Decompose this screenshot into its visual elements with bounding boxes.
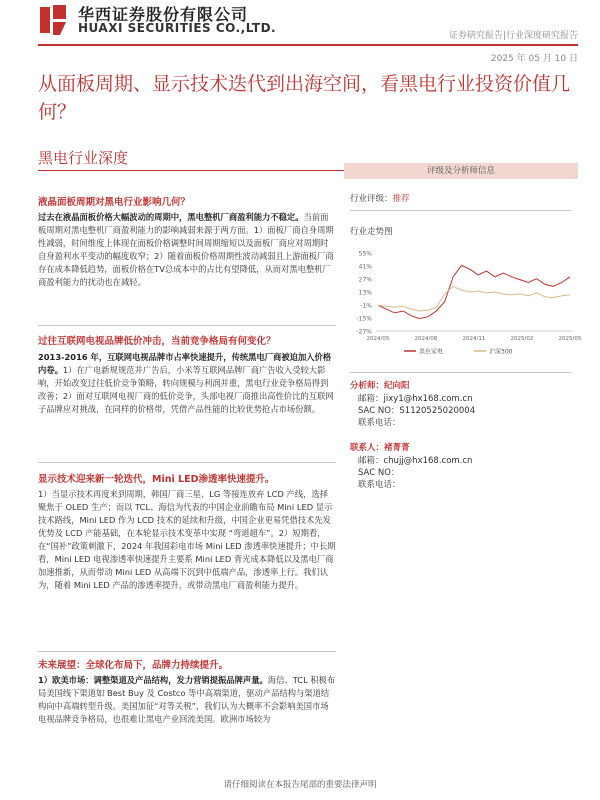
section-body-panel-cycle	[38, 211, 336, 289]
company-logo	[38, 3, 68, 37]
analyst-phone: 联系电话：	[358, 418, 401, 428]
section-divider	[38, 325, 336, 326]
section-divider	[38, 462, 336, 463]
series-line-1	[378, 286, 570, 311]
page-title: 从面板周期、显示技术迭代到出海空间，看黑电行业投资价值几何？	[38, 73, 571, 123]
rating-panel-header: 评级及分析师信息	[344, 163, 578, 179]
contact-phone: 联系电话：	[358, 480, 401, 490]
y-tick-label: -27%	[356, 328, 372, 336]
analyst-1	[350, 379, 410, 391]
section-heading-competition: 过往互联网电视品牌低价冲击，当前竞争格局有何变化？	[38, 336, 276, 347]
section-body-display-tech	[38, 488, 336, 592]
y-tick-label: 55%	[358, 250, 372, 258]
section-divider	[38, 651, 336, 652]
analyst-sac: SAC NO：S1120525020004	[358, 406, 476, 416]
analyst-label: 分析师：	[350, 381, 385, 391]
legend-label: 黑色家电	[419, 348, 444, 356]
chart-title: 行业走势图	[350, 227, 393, 237]
x-tick-label: 2025/02	[510, 336, 534, 342]
header-divider	[38, 44, 578, 46]
contact-label: 联系人：	[350, 443, 385, 453]
analyst-email[interactable]: 邮箱：jixy1@hx168.com.cn	[358, 394, 473, 404]
contact-2	[350, 441, 410, 453]
analyst-name: 纪向阳	[384, 381, 410, 391]
contact-sac: SAC NO：	[358, 468, 400, 478]
section-text: 1）当显示技术再度来到周期，韩国厂商三星、LG 等接连放弃 LCD 产线，选择聚焦于 OLED 生产；而以 TCL、海信为代表的中国企业前瞻布局 Mini LED 显示技术路线，Mini LED 作为 LCD 技术的延续和升级，中国企业更易凭借技术先发优势及 LCD 产能基础，在本轮显示技术变革中实现 “弯道超车”。2）短期看，在“国补”政策刺激下，2024 年我国彩电市场 Mini LED 渗透率快速提升；中长期看，Mini LED 电视渗透率快速提升主要系 Mini LED 背光成本降低以及黑电厂商加速推新，从而带动 Mini LED 从高端下沉到中低端产品，渗透率上行。我们认为，随着 Mini LED 产品的渗透率提升，或带动黑电厂商盈利能力提升。	[38, 489, 336, 590]
report-date: 2025 年 05 月 10 日	[490, 54, 578, 64]
contact-email[interactable]: 邮箱：chujj@hx168.com.cn	[358, 456, 473, 466]
rating-label: 行业评级：	[350, 194, 393, 204]
section-text: 当前面板周期对黑电整机厂商盈利能力的影响减弱来源于两方面。1）面板厂商自身周期性减弱，时间维度上体现在面板价格调整时间周期缩短以及面板厂商应对周期时自身盈利水平变动的幅度收窄；2）随着面板价格周期性波动减弱且上游面板厂商存在成本降低趋势，面板价格在TV总成本中的占比有望降低，从而对黑电整机厂商盈利能力的扰动也在减轻。	[38, 212, 334, 287]
x-tick-label: 2024/08	[414, 336, 438, 342]
y-tick-label: 41%	[358, 263, 372, 271]
section-heading-outlook: 未来展望：全球化布局下，品牌力持续提升。	[38, 660, 229, 671]
y-tick-label: 27%	[358, 276, 372, 284]
section-heading-display-tech: 显示技术迎来新一轮迭代，Mini LED渗透率快速提升。	[38, 474, 275, 485]
rating-value: 推荐	[392, 194, 410, 204]
y-tick-label: 13%	[358, 289, 372, 297]
chart-divider	[350, 372, 572, 373]
legend-label: 沪深300	[489, 348, 513, 356]
section-tag: 黑电行业深度	[38, 149, 129, 167]
contact-name: 褚菁菁	[384, 443, 410, 453]
y-tick-label: -15%	[356, 315, 372, 323]
section-heading-panel-cycle: 液晶面板周期对黑电行业影响几何？	[38, 197, 191, 208]
rating-divider	[350, 210, 572, 211]
y-tick-label: -1%	[360, 302, 372, 310]
x-tick-label: 2025/05	[558, 336, 582, 342]
section-lead: 过去在液晶面板价格大幅波动的周期中，黑电整机厂商盈利能力不稳定。	[38, 212, 304, 222]
industry-trend-chart	[344, 245, 582, 365]
x-tick-label: 2024/11	[462, 336, 486, 342]
section-body-outlook	[38, 674, 336, 726]
section-lead: 1）欧美市场：调整渠道及产品结构，发力营销提振品牌声量。	[38, 675, 268, 685]
section-text: 1）在广电新规规范并广告后，小米等互联网品牌厂商广告收入受较大影响，开始改变过往低价竞争策略，转向规模与利润并重，黑电行业竞争格局得到改善；2）面对互联网电视厂商的低价竞争，头部电视厂商推出高性价比的互联网子品牌应对挑战，在同样的价格带，凭借产品性能的比较优势抢占市场份额。	[38, 365, 334, 414]
industry-rating	[350, 192, 410, 204]
x-tick-label: 2024/05	[366, 336, 390, 342]
section-lead: 2013-2016 年，互联网电视品牌市占率快速提升，传统黑电厂商被迫加入价格内卷。	[38, 352, 332, 375]
legal-footer: 请仔细阅读在本报告尾部的重要法律声明	[223, 780, 377, 790]
section-body-competition	[38, 351, 336, 416]
report-type-tag: 证券研究报告|行业深度研究报告	[448, 31, 578, 41]
section-text: 海信、TCL 积极布局美国线下渠道如 Best Buy 及 Costco 等中高端渠道，驱动产品结构与渠道结构向中高端转型升级。美国加征“对等关税”，我们认为大概率不会影响美国市场电视品牌竞争格局，也很难让黑电产业回流美国。欧洲市场较为	[38, 675, 336, 724]
company-name-en: HUAXI SECURITIES CO.,LTD.	[78, 21, 277, 35]
company-name-cn: 华西证券股份有限公司	[78, 5, 249, 24]
